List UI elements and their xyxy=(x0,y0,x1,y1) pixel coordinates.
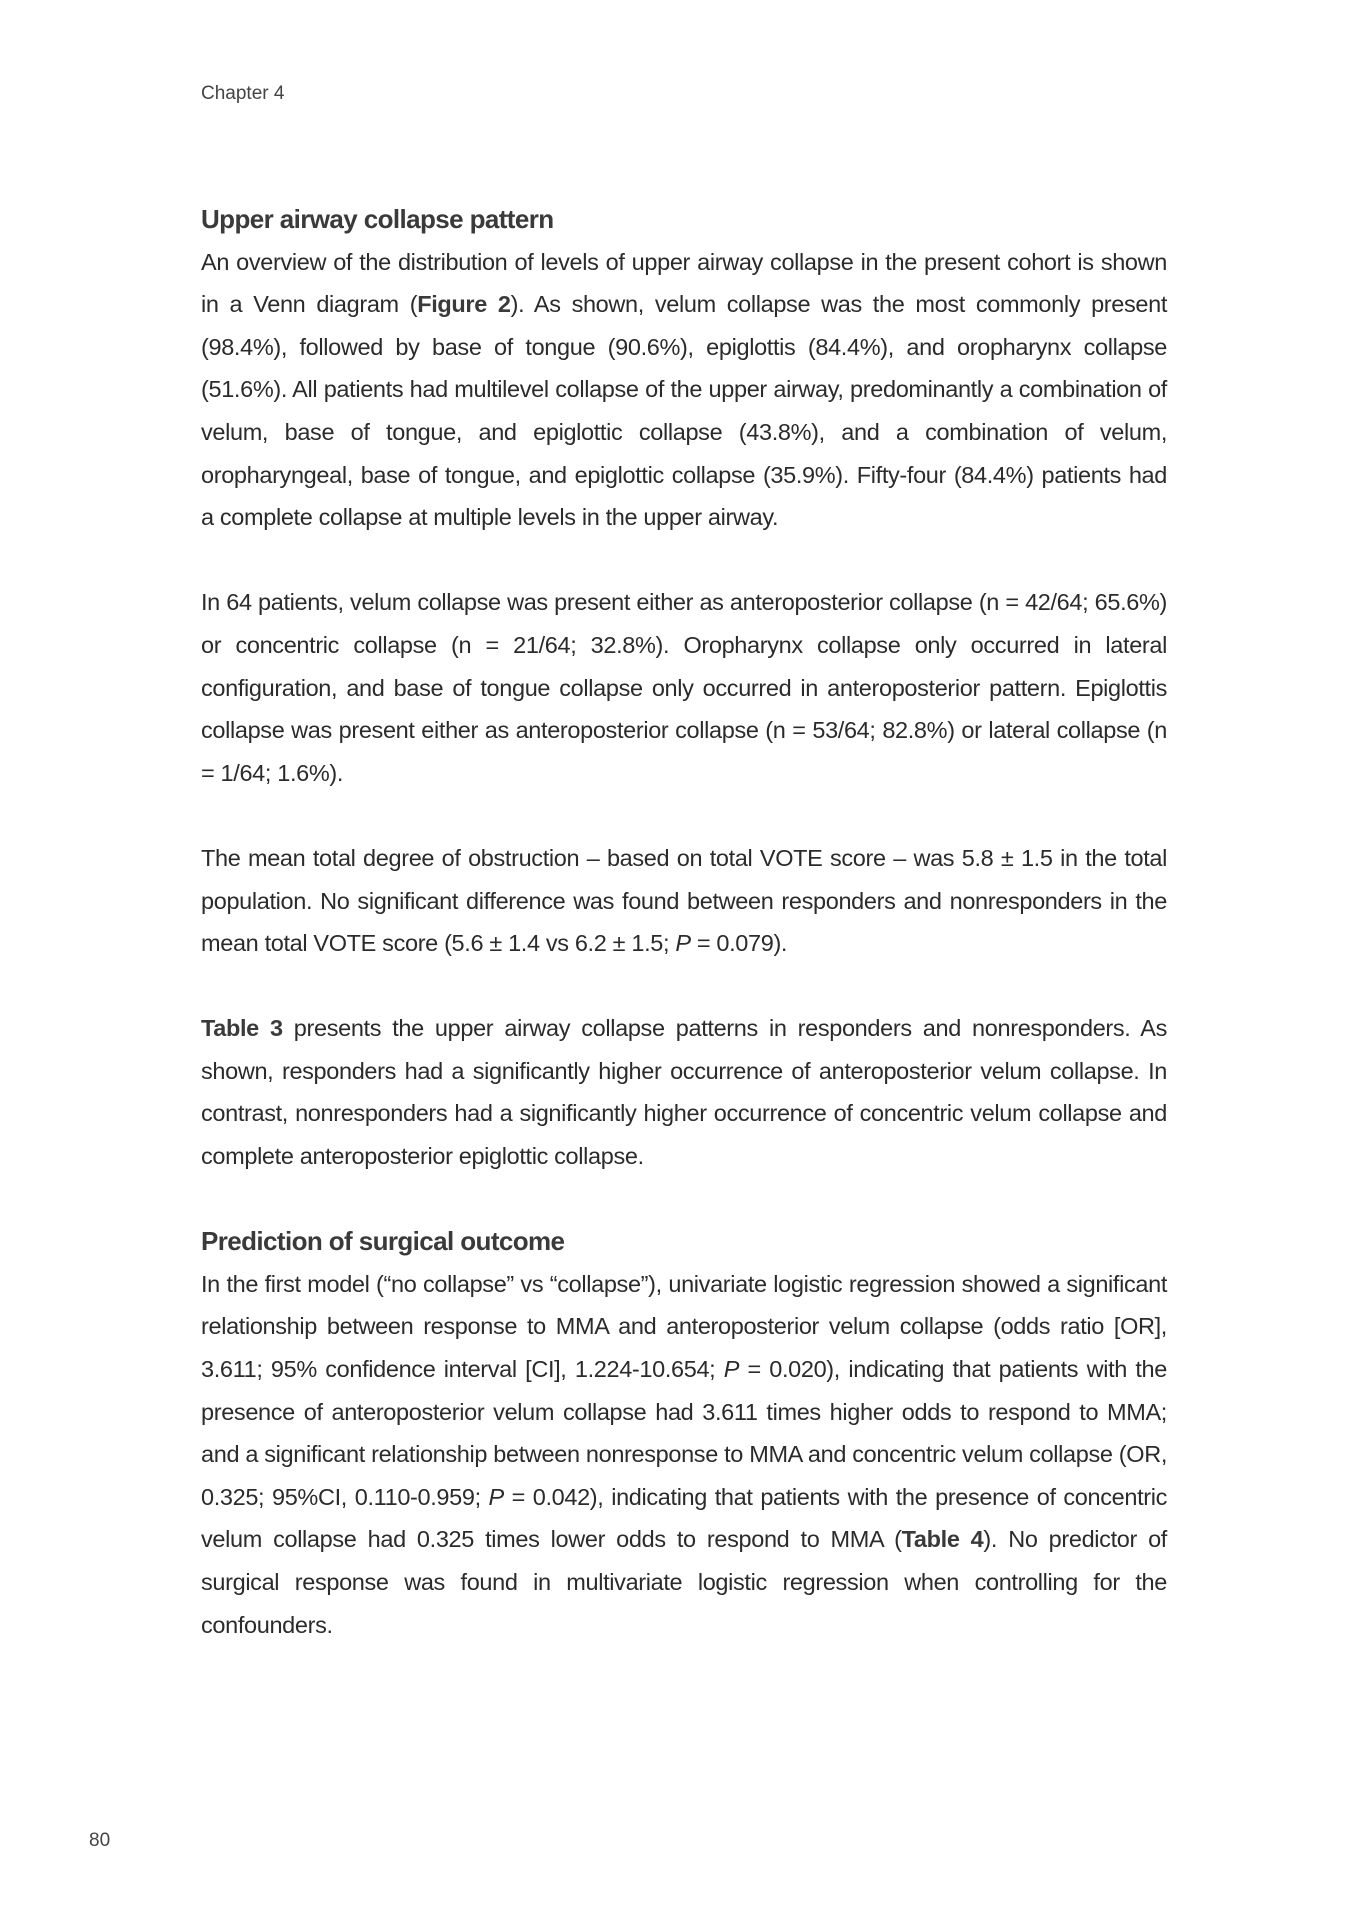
body-paragraph xyxy=(201,241,1167,539)
body-paragraph xyxy=(201,581,1167,794)
body-paragraph xyxy=(201,1007,1167,1177)
page-number: 80 xyxy=(89,1830,111,1851)
page-body xyxy=(201,198,1167,1689)
text-run: presents the upper airway collapse patterns in responders and nonresponders. As shown, responders had a significantly higher occurrence of anteroposterior velum collapse. In contrast, nonresponders had a significantly higher occurrence of concentric velum collapse and complete anteroposterior epiglottic collapse. xyxy=(201,1015,1167,1170)
text-run: In 64 patients, velum collapse was present either as anteroposterior collapse (n = 42/64; 65.6%) or concentric collapse (n = 21/64; 32.8%). Oropharynx collapse only occurred in lateral configuration, and base of tongue collapse only occurred in anteroposterior pattern. Epiglottis collapse was present either as anteroposterior collapse (n = 53/64; 82.8%) or lateral collapse (n = 1/64; 1.6%). xyxy=(201,589,1167,786)
section-heading: Upper airway collapse pattern xyxy=(201,204,554,234)
text-run: ). No predictor of surgical response was found in multivariate logistic regression when controlling for the confounders. xyxy=(201,1526,1167,1638)
italic-text: P xyxy=(675,930,691,957)
body-paragraph xyxy=(201,837,1167,965)
cross-reference: Table 3 xyxy=(201,1015,283,1042)
cross-reference: Figure 2 xyxy=(417,291,511,318)
body-paragraph xyxy=(201,1263,1167,1646)
italic-text: P xyxy=(488,1483,504,1510)
text-run: The mean total degree of obstruction – based on total VOTE score – was 5.8 ± 1.5 in the total population. No significant difference was found between responders and nonresponders in the mean total VOTE score (5.6 ± 1.4 vs 6.2 ± 1.5; xyxy=(201,844,1167,957)
text-run: An overview of the distribution of levels of upper airway collapse in the present cohort is shown in a Venn diagram ( xyxy=(201,248,1167,318)
section-heading: Prediction of surgical outcome xyxy=(201,1226,565,1257)
text-run: = 0.042), indicating that patients with the presence of concentric velum collapse had 0.325 times lower odds to respond to MMA ( xyxy=(201,1483,1168,1553)
text-run: = 0.020), indicating that patients with the presence of anteroposterior velum collapse had 3.611 times higher odds to respond to MMA; and a significant relationship between nonresponse to MMA and concentric velum collapse (OR, 0.325; 95%CI, 0.110-0.959; xyxy=(201,1356,1167,1510)
text-run: = 0.079). xyxy=(690,930,788,957)
italic-text: P xyxy=(723,1356,740,1383)
running-head: Chapter 4 xyxy=(201,83,285,104)
cross-reference: Table 4 xyxy=(901,1526,984,1553)
text-run: In the first model (“no collapse” vs “collapse”), univariate logistic regression showed a significant relationship between response to MMA and anteroposterior velum collapse (odds ratio [OR], 3.611; 95% confidence interval [CI], 1.224-10.654; xyxy=(201,1270,1167,1383)
text-run: ). As shown, velum collapse was the most commonly present (98.4%), followed by base of tongue (90.6%), epiglottis (84.4%), and oropharynx collapse (51.6%). All patients had multilevel collapse of the upper airway, predominantly a combination of velum, base of tongue, and epiglottic collapse (43.8%), and a combination of velum, oropharyngeal, base of tongue, and epiglottic collapse (35.9%). Fifty-four (84.4%) patients had a complete collapse at multiple levels in the upper airway. xyxy=(201,291,1168,531)
